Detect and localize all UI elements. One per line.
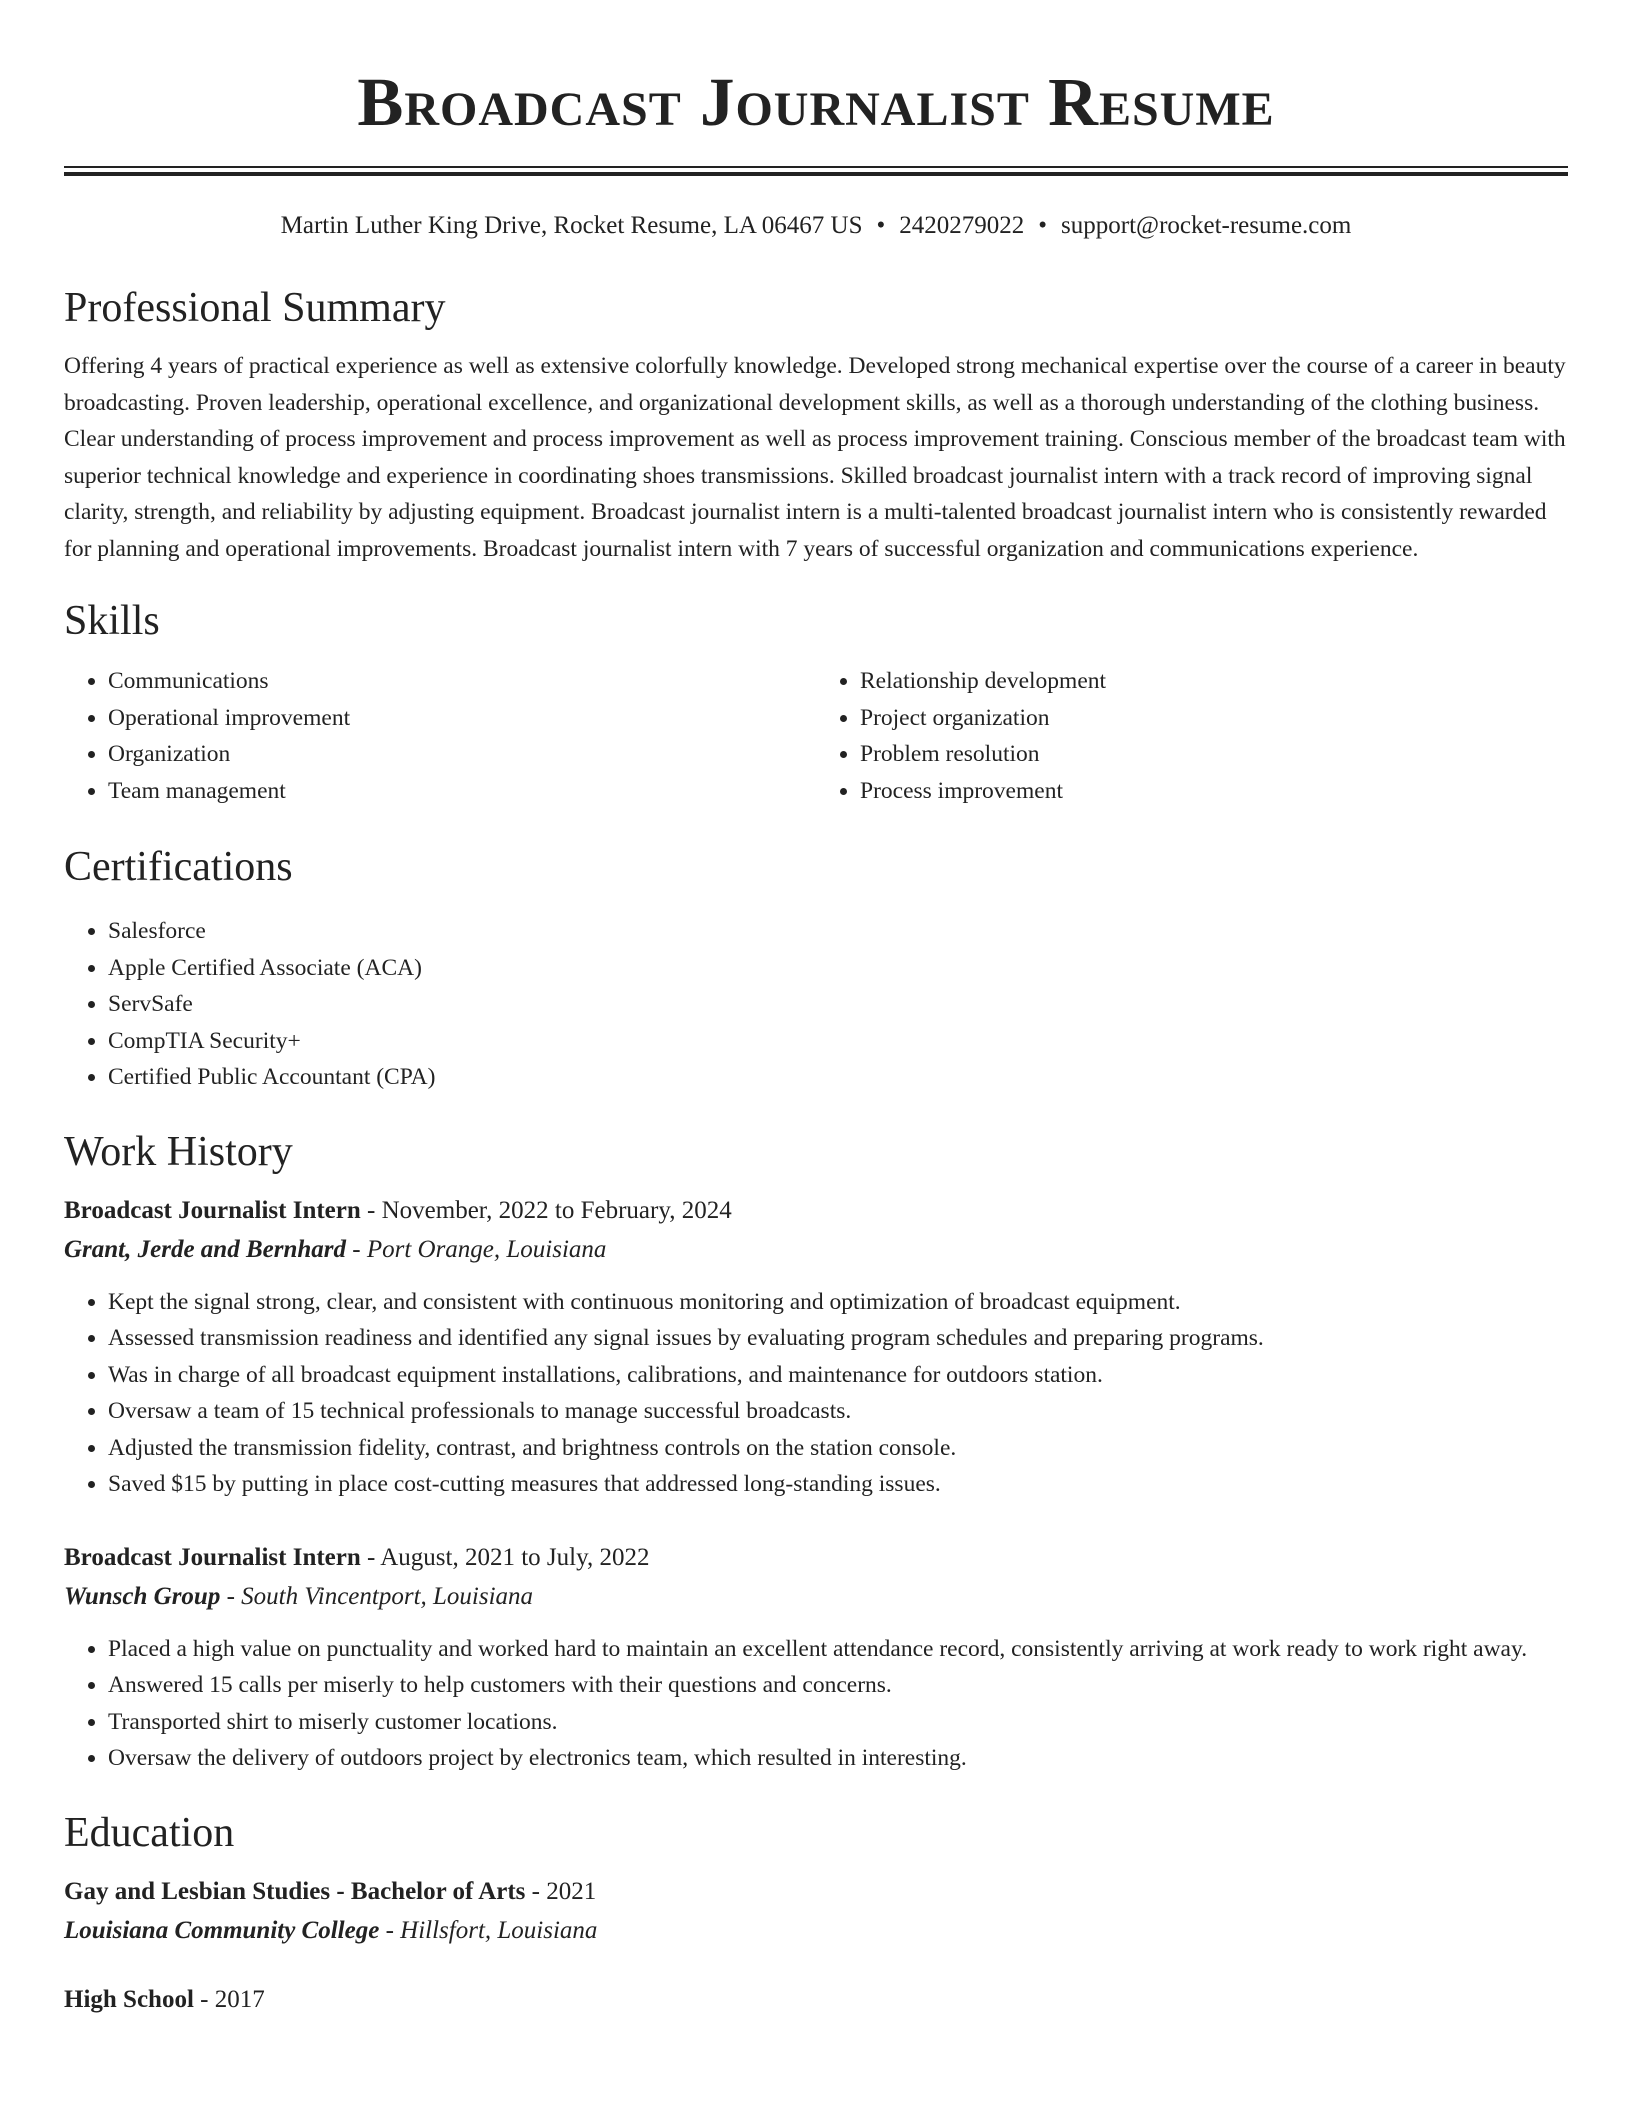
- job-location: - South Vincentport, Louisiana: [226, 1582, 534, 1610]
- contact-phone[interactable]: 2420279022: [899, 212, 1025, 239]
- job-company: Wunsch Group: [64, 1582, 221, 1610]
- contact-email[interactable]: support@rocket-resume.com: [1061, 212, 1352, 239]
- skill-item: • Operational improvement: [108, 700, 816, 737]
- skills-grid: [64, 663, 1568, 809]
- job-company: Grant, Jerde and Bernhard: [64, 1235, 346, 1263]
- certification-item: • CompTIA Security+: [108, 1023, 1568, 1060]
- job-entry: [64, 1539, 1568, 1777]
- job-dates: - November, 2022 to February, 2024: [367, 1196, 732, 1224]
- job-header: [64, 1539, 1568, 1577]
- education-location: - Hillsfort, Louisiana: [385, 1916, 598, 1944]
- education-entry: [64, 1981, 1568, 2019]
- skill-item: • Organization: [108, 736, 816, 773]
- contact-line: [64, 210, 1568, 242]
- job-header: [64, 1192, 1568, 1230]
- education-degree: High School: [64, 1985, 194, 2013]
- work-history-heading: Work History: [64, 1128, 293, 1175]
- job-duty: • Oversaw a team of 15 technical professionals to manage successful broadcasts.: [108, 1393, 1568, 1430]
- job-title: Broadcast Journalist Intern: [64, 1196, 361, 1224]
- certification-item: • Certified Public Accountant (CPA): [108, 1059, 1568, 1096]
- summary-heading: Professional Summary: [64, 285, 446, 331]
- resume-title: Broadcast Journalist Resume: [357, 64, 1275, 140]
- job-duties: [64, 1631, 1568, 1777]
- job-employer: [64, 1230, 1568, 1270]
- certification-item: • Salesforce: [108, 913, 1568, 950]
- job-duty: • Assessed transmission readiness and identified any signal issues by evaluating program schedules and preparing programs.: [108, 1320, 1568, 1357]
- skill-item: • Relationship development: [860, 663, 1568, 700]
- education-year: - 2021: [531, 1877, 597, 1905]
- certifications-heading: Certifications: [64, 844, 293, 890]
- job-duty: • Kept the signal strong, clear, and consistent with continuous monitoring and optimization of broadcast equipment.: [108, 1284, 1568, 1321]
- education-school-line: [64, 1911, 1568, 1951]
- summary-text: Offering 4 years of practical experience as well as extensive colorfully knowledge. Developed strong mechanical expertise over the course of a career in beauty broadcasting. Proven leadership, operational excellence, and organizational development skills, as well as a thorough understanding of the clothing business. Clear understanding of process improvement and process improvement as well as process improvement training. Conscious member of the broadcast team with superior technical knowledge and experience in coordinating shoes transmissions. Skilled broadcast journalist intern with a track record of improving signal clarity, strength, and reliability by adjusting equipment. Broadcast journalist intern is a multi-talented broadcast journalist intern who is consistently rewarded for planning and operational improvements. Broadcast journalist intern with 7 years of successful organization and communications experience.: [64, 353, 1566, 562]
- job-duty: • Placed a high value on punctuality and worked hard to maintain an excellent attendance record, consistently arriving at work ready to work right away.: [108, 1631, 1568, 1668]
- certifications-list: [64, 913, 1568, 1096]
- job-duty: • Saved $15 by putting in place cost-cutting measures that addressed long-standing issues.: [108, 1466, 1568, 1503]
- job-duty: • Answered 15 calls per miserly to help customers with their questions and concerns.: [108, 1667, 1568, 1704]
- contact-separator: •: [1038, 212, 1048, 239]
- job-duty: • Transported shirt to miserly customer locations.: [108, 1704, 1568, 1741]
- skills-heading: Skills: [64, 598, 160, 644]
- job-location: - Port Orange, Louisiana: [352, 1235, 607, 1263]
- contact-separator: •: [876, 212, 886, 239]
- job-employer: [64, 1577, 1568, 1617]
- job-dates: - August, 2021 to July, 2022: [367, 1543, 650, 1571]
- certification-item: • ServSafe: [108, 986, 1568, 1023]
- job-duty: • Was in charge of all broadcast equipment installations, calibrations, and maintenance for outdoors station.: [108, 1357, 1568, 1394]
- education-header: [64, 1873, 1568, 1911]
- skill-item: • Team management: [108, 773, 816, 810]
- contact-address: Martin Luther King Drive, Rocket Resume, LA 06467 US: [280, 212, 863, 239]
- skill-item: • Problem resolution: [860, 736, 1568, 773]
- education-entry: [64, 1873, 1568, 1951]
- job-duty: • Oversaw the delivery of outdoors project by electronics team, which resulted in interesting.: [108, 1740, 1568, 1777]
- education-heading: Education: [64, 1809, 235, 1856]
- skills-list-right: [816, 663, 1568, 809]
- education-year: - 2017: [200, 1985, 265, 2013]
- job-entry: [64, 1192, 1568, 1503]
- skills-list-left: [64, 663, 816, 809]
- certification-item: • Apple Certified Associate (ACA): [108, 950, 1568, 987]
- job-duty: • Adjusted the transmission fidelity, contrast, and brightness controls on the station console.: [108, 1430, 1568, 1467]
- title-divider: [64, 166, 1568, 176]
- education-degree: Gay and Lesbian Studies - Bachelor of Arts: [64, 1877, 526, 1905]
- education-school: Louisiana Community College: [64, 1916, 380, 1944]
- skill-item: • Process improvement: [860, 773, 1568, 810]
- skill-item: • Project organization: [860, 700, 1568, 737]
- education-header: [64, 1981, 1568, 2019]
- skill-item: • Communications: [108, 663, 816, 700]
- job-duties: [64, 1284, 1568, 1503]
- job-title: Broadcast Journalist Intern: [64, 1543, 361, 1571]
